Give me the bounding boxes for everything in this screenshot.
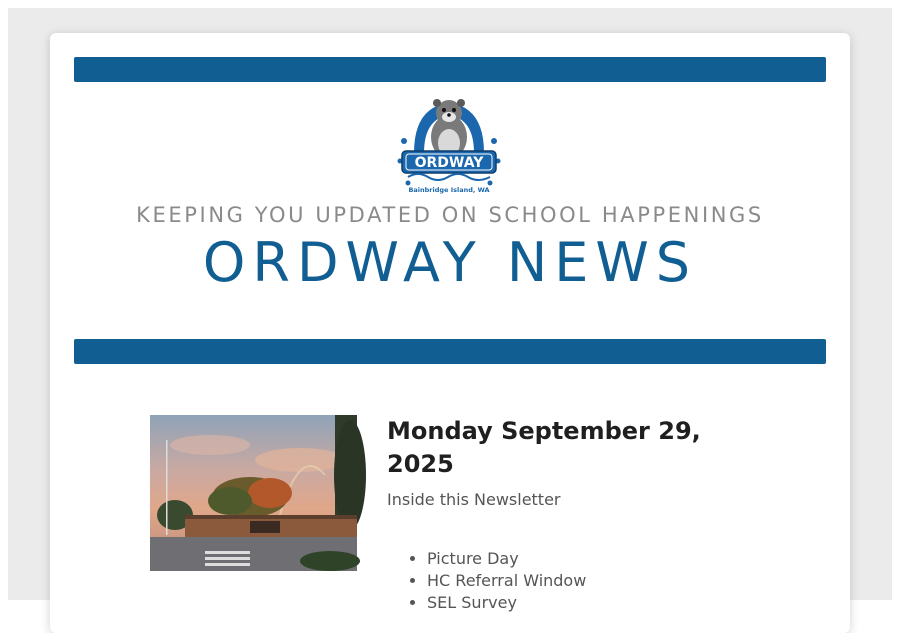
header-bar-bottom [74,339,826,364]
school-photo [150,415,357,571]
email-background [8,8,892,612]
table-of-contents [387,548,586,614]
otter-mascot-icon [394,91,504,199]
newsletter-date: Monday September 29, 2025 [387,417,701,478]
newsletter-title: ORDWAY NEWS [202,231,698,294]
newsletter-tagline: KEEPING YOU UPDATED ON SCHOOL HAPPENINGS [136,203,764,227]
inside-newsletter-label: Inside this Newsletter [387,490,561,509]
toc-item-picture-day[interactable]: • Picture Day [427,548,586,570]
logo-text: ORDWAY [414,155,484,171]
toc-item-sel-survey[interactable]: • SEL Survey [427,592,586,614]
header-bar-top [74,57,826,82]
toc-item-hc-referral[interactable]: • HC Referral Window [427,570,586,592]
logo-location: Bainbridge Island, WA [408,186,490,194]
newsletter-card [50,33,850,633]
